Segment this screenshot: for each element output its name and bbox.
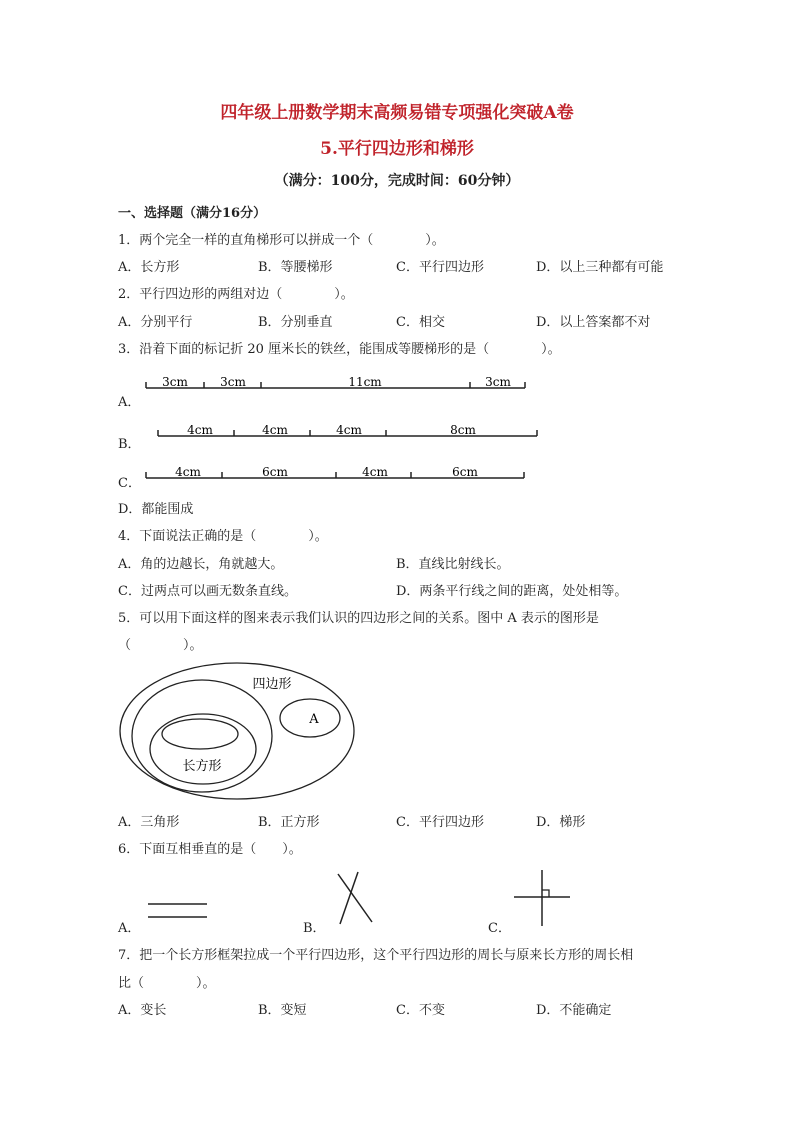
ruler-c-seg-3: 4cm: [362, 465, 388, 479]
q3-label-b[interactable]: B．: [118, 437, 141, 452]
question-6: 6．下面互相垂直的是（ ）。: [118, 842, 302, 857]
score-info: （满分：100分，完成时间：60分钟）: [274, 173, 520, 189]
label-quadrilateral: 四边形: [252, 677, 292, 692]
question-4: 4．下面说法正确的是（ ）。: [118, 529, 328, 544]
q4-option-c[interactable]: C．过两点可以画无数条直线。: [118, 584, 297, 599]
q7-option-a[interactable]: A．变长: [118, 1003, 167, 1018]
quadrilateral-relation-diagram: [115, 660, 360, 805]
question-1: 1．两个完全一样的直角梯形可以拼成一个（ ）。: [118, 233, 445, 248]
q3-ruler-c: [140, 462, 530, 484]
q2-option-b[interactable]: B．分别垂直: [258, 315, 333, 330]
ruler-a-seg-1: 3cm: [162, 375, 188, 389]
inner-ellipse: [162, 719, 238, 749]
question-7-line-1: 7．把一个长方形框架拉成一个平行四边形，这个平行四边形的周长与原来长方形的周长相: [118, 948, 634, 963]
q2-option-a[interactable]: A．分别平行: [118, 315, 193, 330]
ruler-b-seg-2: 4cm: [262, 423, 288, 437]
ruler-b-seg-1: 4cm: [187, 423, 213, 437]
q7-option-d[interactable]: D．不能确定: [536, 1003, 612, 1018]
parallel-lines-figure: [140, 895, 215, 925]
ruler-a-seg-4: 3cm: [485, 375, 511, 389]
intersecting-lines-figure: [330, 868, 380, 928]
label-rectangle: 长方形: [182, 759, 222, 774]
q5-option-d[interactable]: D．梯形: [536, 815, 586, 830]
q3-ruler-a: [140, 372, 530, 394]
question-5-line-2: （ ）。: [118, 638, 203, 653]
q6-option-b[interactable]: B．: [303, 921, 326, 936]
label-a: A: [309, 712, 319, 727]
q6-option-a[interactable]: A．: [118, 921, 141, 936]
q4-option-a[interactable]: A．角的边越长，角就越大。: [118, 557, 284, 572]
q1-option-c[interactable]: C．平行四边形: [396, 260, 484, 275]
page-subtitle: 5.平行四边形和梯形: [320, 139, 474, 159]
q5-option-c[interactable]: C．平行四边形: [396, 815, 484, 830]
q5-option-b[interactable]: B．正方形: [258, 815, 320, 830]
ruler-a-seg-2: 3cm: [220, 375, 246, 389]
ruler-c-seg-2: 6cm: [262, 465, 288, 479]
q7-option-c[interactable]: C．不变: [396, 1003, 445, 1018]
q5-option-a[interactable]: A．三角形: [118, 815, 180, 830]
q4-option-d[interactable]: D．两条平行线之间的距离，处处相等。: [396, 584, 628, 599]
q4-option-b[interactable]: B．直线比射线长。: [396, 557, 510, 572]
q1-option-b[interactable]: B．等腰梯形: [258, 260, 333, 275]
q3-ruler-b: [150, 420, 545, 442]
q2-option-d[interactable]: D．以上答案都不对: [536, 315, 651, 330]
ruler-c-seg-1: 4cm: [175, 465, 201, 479]
q1-option-d[interactable]: D．以上三种都有可能: [536, 260, 664, 275]
page-title: 四年级上册数学期末高频易错专项强化突破A卷: [220, 103, 574, 123]
ruler-b-seg-3: 4cm: [336, 423, 362, 437]
perpendicular-lines-figure: [510, 866, 575, 930]
ruler-a-seg-3: 11cm: [348, 375, 382, 389]
ruler-c-seg-4: 6cm: [452, 465, 478, 479]
question-2: 2．平行四边形的两组对边（ ）。: [118, 287, 354, 302]
q3-option-d[interactable]: D．都能围成: [118, 502, 194, 517]
q1-option-a[interactable]: A．长方形: [118, 260, 180, 275]
q3-label-c[interactable]: C．: [118, 476, 141, 491]
section-heading: 一、选择题（满分16分）: [118, 206, 267, 221]
q6-option-c[interactable]: C．: [488, 921, 511, 936]
question-3: 3．沿着下面的标记折 20 厘米长的铁丝，能围成等腰梯形的是（ ）。: [118, 342, 561, 357]
q2-option-c[interactable]: C．相交: [396, 315, 445, 330]
question-5-line-1: 5．可以用下面这样的图来表示我们认识的四边形之间的关系。图中 A 表示的图形是: [118, 611, 599, 626]
q3-label-a[interactable]: A．: [118, 395, 141, 410]
question-7-line-2: 比（ ）。: [118, 976, 216, 991]
q7-option-b[interactable]: B．变短: [258, 1003, 307, 1018]
ruler-b-seg-4: 8cm: [450, 423, 476, 437]
